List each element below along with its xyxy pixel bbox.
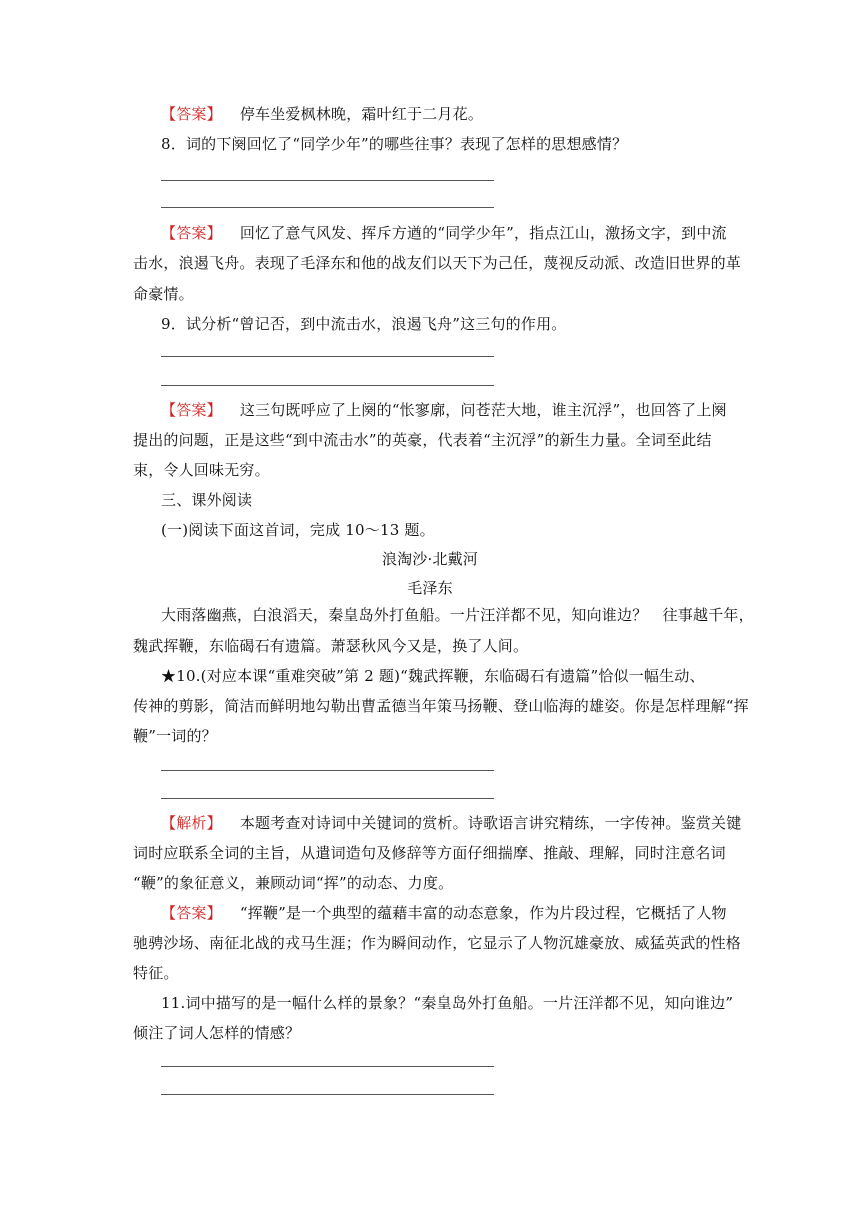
q9-answer-line-3: 束，令人回味无穷。 [133,461,270,479]
q9-answer-text: 这三句既呼应了上阕的“怅寥廓，问苍茫大地，谁主沉浮”，也回答了上阕 [239,401,727,419]
answer-tag: 【答案】 [161,105,222,123]
q10-analysis-text: 本题考查对诗词中关键词的赏析。诗歌语言讲究精练，一字传神。鉴赏关键 [239,814,742,832]
answer-blank-line [161,385,494,386]
q9-answer-line-2: 提出的问题，正是这些“到中流击水”的英豪，代表着“主沉浮”的新生力量。全词至此结 [133,431,712,449]
poem-title: 浪淘沙·北戴河 [381,550,479,568]
q8-answer-line-1 [161,223,860,243]
answer-blank-line [161,207,494,208]
answer-tag: 【答案】 [161,904,222,922]
answer-blank-line [161,1094,494,1095]
answer-blank-line [161,798,494,799]
answer-blank-line [161,356,494,357]
q9-answer-line-1 [161,400,860,420]
q10-answer-text: “挥鞭”是一个典型的蕴藉丰富的动态意象，作为片段过程，它概括了人物 [239,904,727,922]
analysis-tag: 【解析】 [161,814,222,832]
q8-answer-line-2: 击水，浪遏飞舟。表现了毛泽东和他的战友们以天下为己任，蔑视反动派、改造旧世界的革 [133,254,742,272]
q8-answer-text: 回忆了意气风发、挥斥方遒的“同学少年”，指点江山，激扬文字，到中流 [239,224,727,242]
question-11-line-1: 11.词中描写的是一幅什么样的景象？“秦皇岛外打鱼船。一片汪洋都不见，知向谁边” [161,994,734,1012]
poem-line-1: 大雨落幽燕，白浪滔天，秦皇岛外打鱼船。一片汪洋都不见，知向谁边？ 往事越千年， [161,606,754,624]
question-9: 9．试分析“曾记否，到中流击水，浪遏飞舟”这三句的作用。 [161,315,567,333]
poem-author: 毛泽东 [407,579,453,597]
q7-answer-line [161,104,860,124]
q10-answer-line-2: 驰骋沙场、南征北战的戎马生涯；作为瞬间动作，它显示了人物沉雄豪放、威猛英武的性格 [133,934,742,952]
q10-analysis-line-1 [161,813,860,833]
answer-tag: 【答案】 [161,224,222,242]
q10-answer-line-1 [161,903,860,923]
part-intro: (一)阅读下面这首词，完成 10～13 题。 [161,521,435,539]
answer-blank-line [161,770,494,771]
section-heading: 三、课外阅读 [161,491,253,509]
answer-tag: 【答案】 [161,401,222,419]
q10-analysis-line-3: “鞭”的象征意义，兼顾动词“挥”的动态、力度。 [133,874,454,892]
answer-blank-line [161,180,494,181]
question-10-line-3: 鞭”一词的？ [133,727,217,745]
q7-answer-text: 停车坐爱枫林晚，霜叶红于二月花。 [239,105,484,123]
q10-analysis-line-2: 词时应联系全词的主旨，从遣词造句及修辞等方面仔细揣摩、推敲、理解，同时注意名词 [133,844,726,862]
q8-answer-line-3: 命豪情。 [133,285,194,303]
answer-blank-line [161,1066,494,1067]
question-8: 8．词的下阕回忆了“同学少年”的哪些往事？表现了怎样的思想感情？ [161,135,628,153]
question-10-line-2: 传神的剪影，简洁而鲜明地勾勒出曹孟德当年策马扬鞭、登山临海的雄姿。你是怎样理解“挥 [133,697,749,715]
question-10-line-1: ★10.(对应本课“重难突破”第 2 题)“魏武挥鞭，东临碣石有遗篇”恰似一幅生动、 [161,667,705,685]
question-11-line-2: 倾注了词人怎样的情感？ [133,1024,301,1042]
q10-answer-line-3: 特征。 [133,964,179,982]
poem-line-2: 魏武挥鞭，东临碣石有遗篇。萧瑟秋风今又是，换了人间。 [133,637,529,655]
